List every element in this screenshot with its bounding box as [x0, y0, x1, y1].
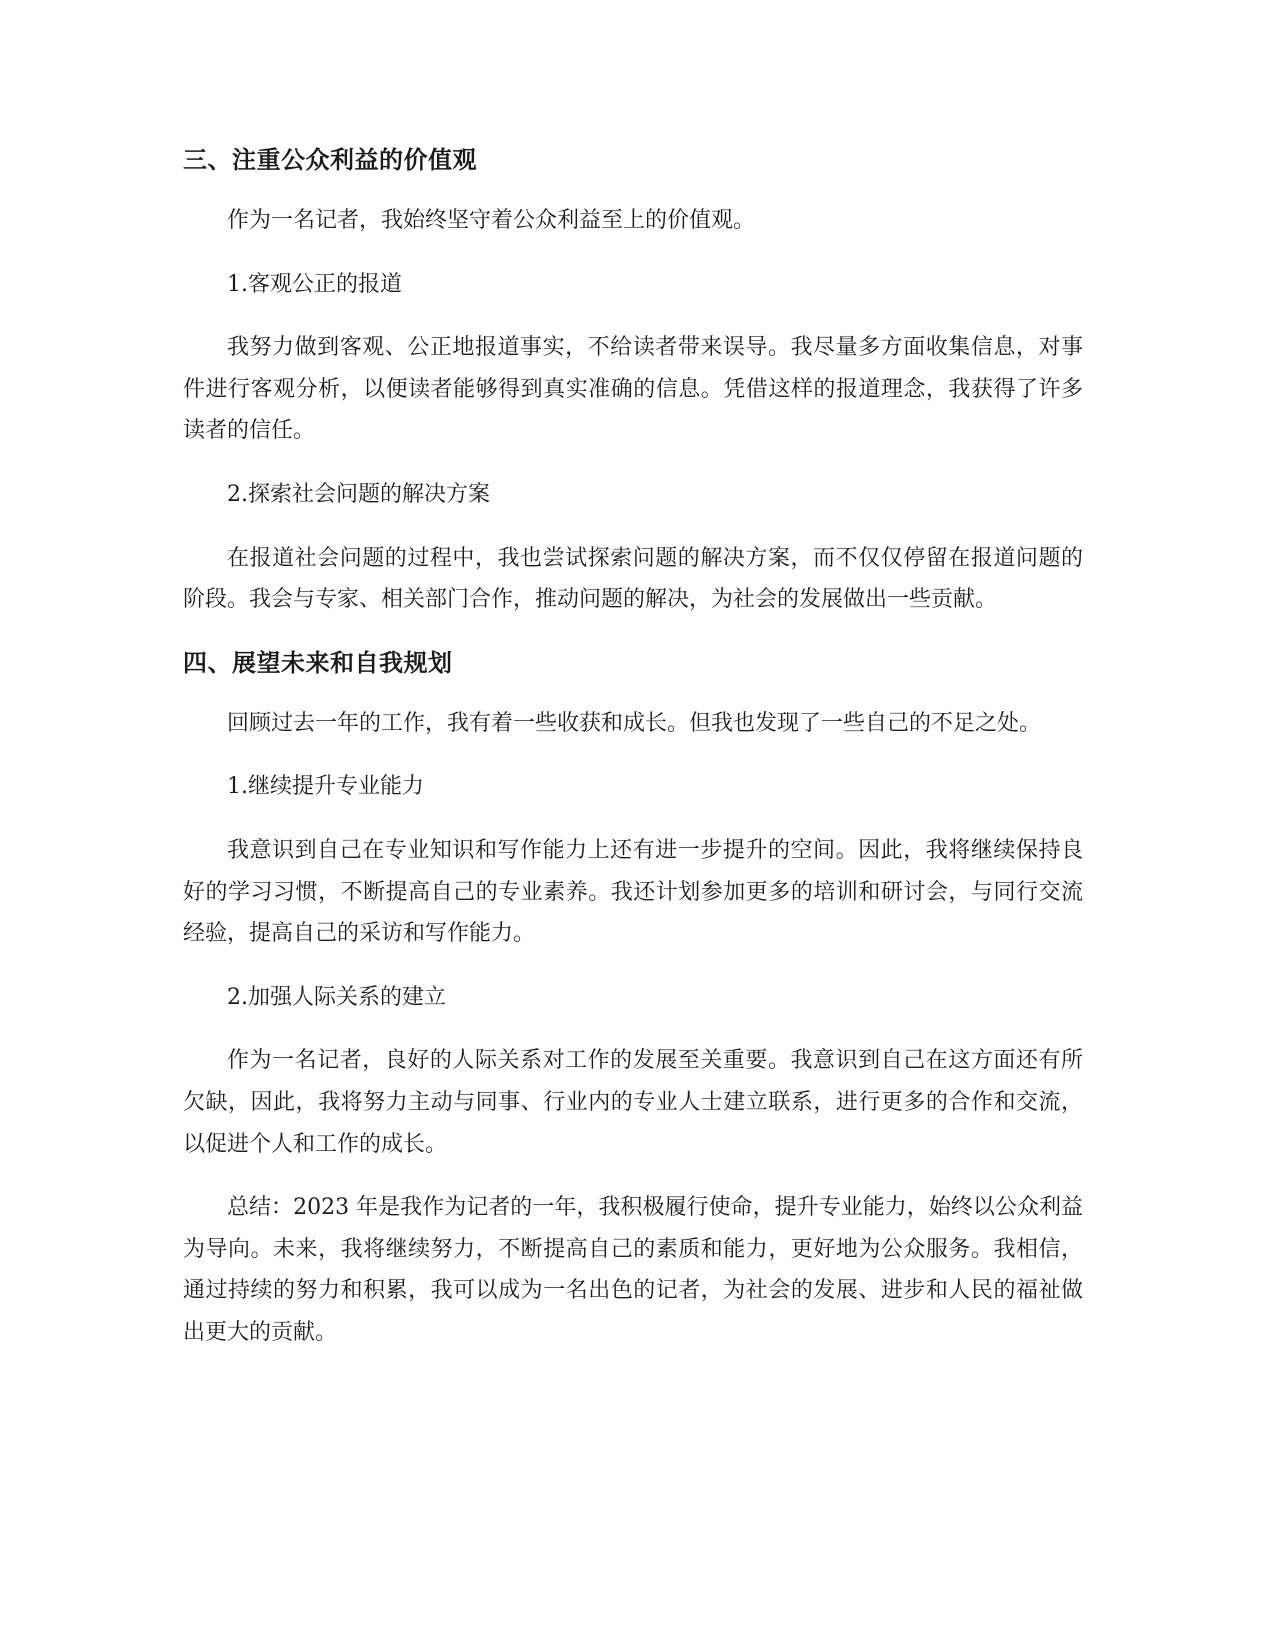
subsection-title: 2.加强人际关系的建立 — [227, 984, 446, 1010]
paragraph: 在报道社会问题的过程中，我也尝试探索问题的解决方案，而不仅仅停留在报道问题的阶段。我会与专家、相关部门合作，推动问题的解决，为社会的发展做出一些贡献。 — [183, 545, 1083, 613]
subsection-title: 1.客观公正的报道 — [227, 271, 402, 297]
summary-paragraph: 总结：2023 年是我作为记者的一年，我积极履行使命，提升专业能力，始终以公众利益为导向。未来，我将继续努力，不断提高自己的素质和能力，更好地为公众服务。我相信，通过持续的努力和积累，我可以成为一名出色的记者，为社会的发展、进步和人民的福祉做出更大的贡献。 — [183, 1195, 1083, 1345]
section-intro: 作为一名记者，我始终坚守着公众利益至上的价值观。 — [227, 208, 756, 233]
subsection-title: 2.探索社会问题的解决方案 — [227, 481, 490, 507]
document-page — [183, 140, 1083, 1375]
section-heading: 三、注重公众利益的价值观 — [183, 146, 477, 174]
paragraph: 作为一名记者，良好的人际关系对工作的发展至关重要。我意识到自己在这方面还有所欠缺，因此，我将努力主动与同事、行业内的专业人士建立联系，进行更多的合作和交流，以促进个人和工作的成长。 — [183, 1048, 1083, 1157]
paragraph: 我意识到自己在专业知识和写作能力上还有进一步提升的空间。因此，我将继续保持良好的学习习惯，不断提高自己的专业素养。我还计划参加更多的培训和研讨会，与同行交流经验，提高自己的采访和写作能力。 — [183, 837, 1083, 947]
section-heading: 四、展望未来和自我规划 — [183, 648, 453, 677]
paragraph: 我努力做到客观、公正地报道事实，不给读者带来误导。我尽量多方面收集信息，对事件进行客观分析，以便读者能够得到真实准确的信息。凭借这样的报道理念，我获得了许多读者的信任。 — [183, 335, 1083, 444]
subsection-title: 1.继续提升专业能力 — [227, 774, 424, 800]
section-intro: 回顾过去一年的工作，我有着一些收获和成长。但我也发现了一些自己的不足之处。 — [227, 710, 1042, 736]
